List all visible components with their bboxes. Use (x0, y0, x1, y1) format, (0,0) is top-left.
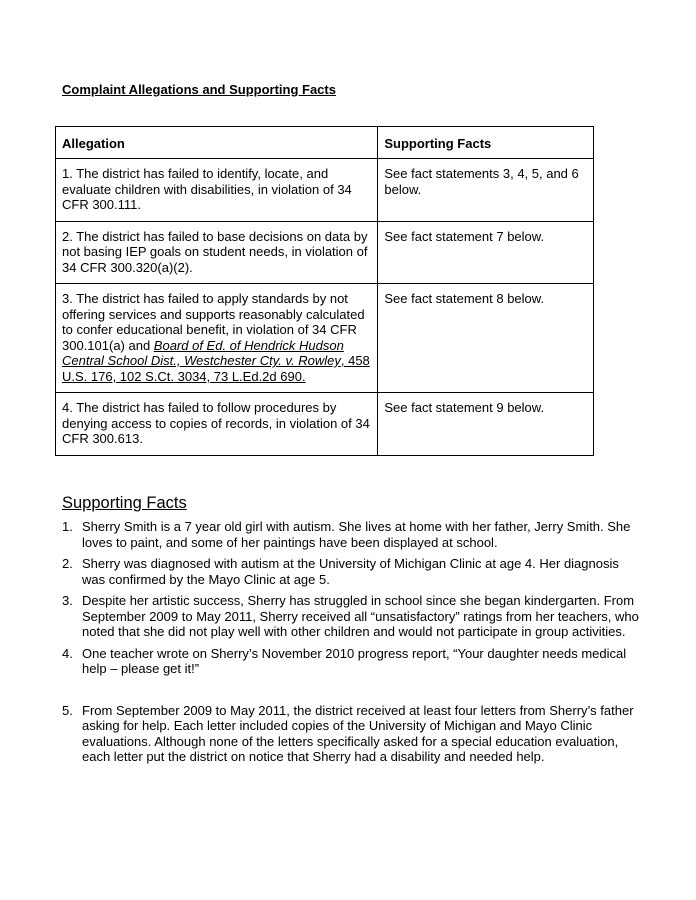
list-item (62, 703, 642, 765)
list-item-number: 1. (62, 519, 73, 534)
list-item-text: Sherry Smith is a 7 year old girl with autism. She lives at home with her father, Jerry Smith. She loves to paint, and some of her paintings have been displayed at school. (82, 519, 631, 550)
allegation-cell: 1. The district has failed to identify, locate, and evaluate children with disabilities, in violation of 34 CFR 300.111. (56, 159, 378, 222)
case-citation-reporter: , 458 U.S. 176, 102 S.Ct. 3034, 73 L.Ed.2d 690. (62, 353, 370, 384)
header-allegation: Allegation (56, 127, 378, 159)
supporting-facts-heading: Supporting Facts (62, 494, 187, 512)
list-item-text: One teacher wrote on Sherry’s November 2010 progress report, “Your daughter needs medical help – please get it!” (82, 645, 627, 676)
list-item-text: Despite her artistic success, Sherry has struggled in school since she began kindergarten. From September 2009 to May 2011, Sherry received all “unsatisfactory” ratings from her teachers, who noted that she did not play well with other children and would not participate in group activities. (82, 593, 639, 639)
facts-cell: See fact statement 7 below. (378, 221, 594, 284)
case-citation-name: Board of Ed. of Hendrick Hudson Central School Dist., Westchester Cty. v. Rowley (62, 337, 344, 368)
allegation-cell: 4. The district has failed to follow procedures by denying access to copies of records, in violation of 34 CFR 300.613. (56, 393, 378, 456)
list-item (62, 593, 642, 640)
header-supporting-facts: Supporting Facts (378, 127, 594, 159)
list-item-text: From September 2009 to May 2011, the district received at least four letters from Sherry’s father asking for help. Each letter included copies of the University of Michigan and Mayo Clinic evaluations. Although none of the letters specifically asked for a special education evaluation, each letter put the district on notice that Sherry had a disability and needed help. (82, 702, 634, 764)
list-item-number: 2. (62, 556, 73, 571)
table-header-row (56, 127, 594, 159)
allegation-cell: 2. The district has failed to base decisions on data by not basing IEP goals on student needs, in violation of 34 CFR 300.320(a)(2). (56, 221, 378, 284)
list-item-number: 3. (62, 593, 73, 608)
list-item-text: Sherry was diagnosed with autism at the University of Michigan Clinic at age 4. Her diagnosis was confirmed by the Mayo Clinic at age 5. (82, 556, 619, 587)
list-item-number: 4. (62, 645, 73, 661)
table-row (56, 159, 594, 222)
list-item (62, 519, 642, 550)
facts-cell: See fact statement 8 below. (378, 284, 594, 393)
list-item (62, 556, 642, 587)
facts-cell: See fact statement 9 below. (378, 393, 594, 456)
table-row (56, 393, 594, 456)
facts-cell: See fact statements 3, 4, 5, and 6 below. (378, 159, 594, 222)
allegation-cell (56, 284, 378, 393)
document-title: Complaint Allegations and Supporting Facts (62, 82, 336, 97)
table-row (56, 284, 594, 393)
list-item-number: 5. (62, 702, 73, 718)
table-row (56, 221, 594, 284)
list-item (62, 646, 642, 677)
allegation-text: 3. The district has failed to apply standards by not offering services and supports reasonably calculated to confer educational benefit, in violation of 34 CFR 300.101(a) and (62, 291, 365, 353)
allegations-table (55, 126, 594, 456)
supporting-facts-list (62, 519, 642, 771)
